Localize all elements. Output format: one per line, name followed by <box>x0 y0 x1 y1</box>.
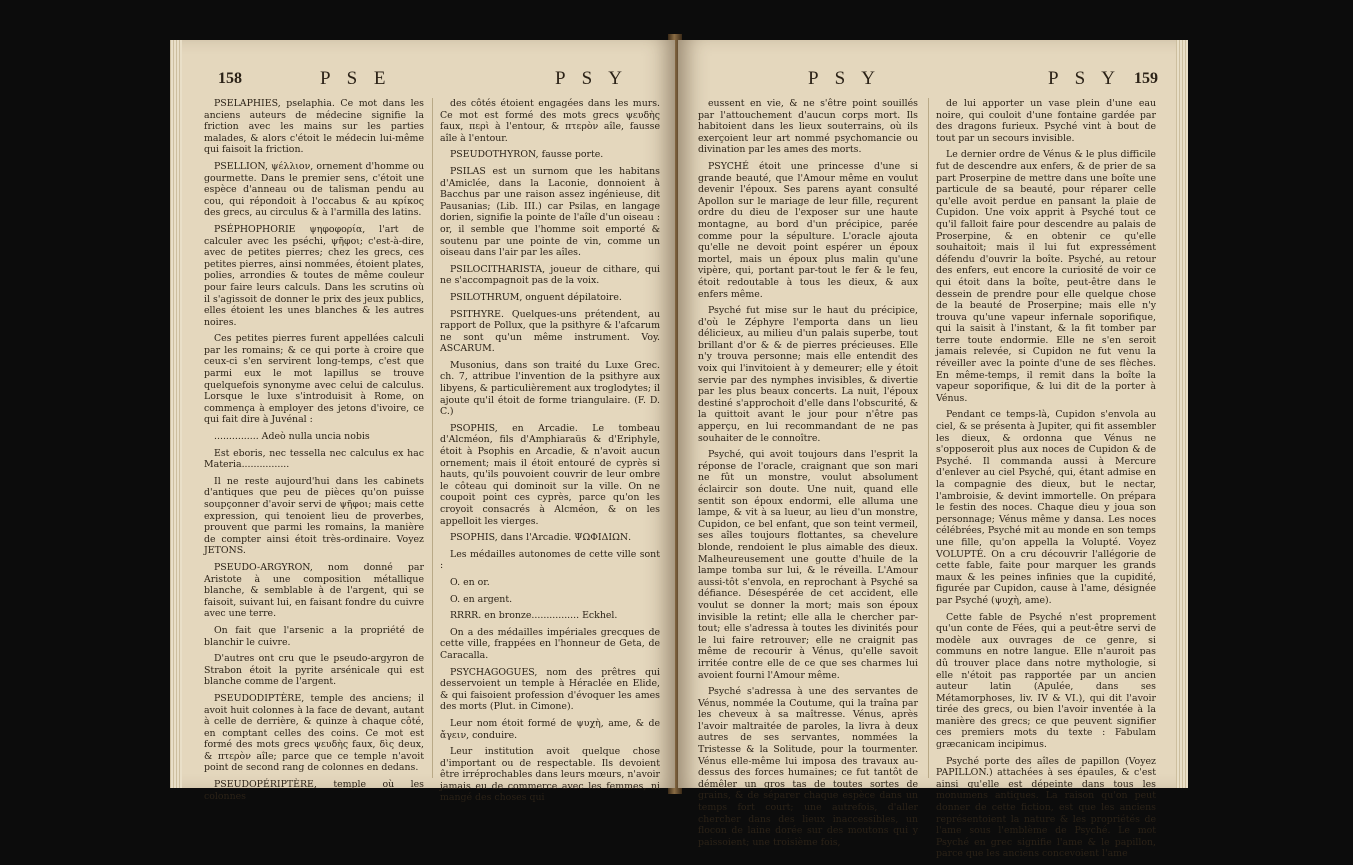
page-edge <box>170 40 182 788</box>
paragraph: de lui apporter un vase plein d'une eau noire, qui couloit d'une fontaine gardée par des dragons furieux. Psyché vint à bout de tout par un secours invisible. <box>936 98 1156 144</box>
running-head: P S Y <box>808 68 881 89</box>
paragraph: des côtés étoient engagées dans les murs. Ce mot est formé des mots grecs ψευδὴς faux, περὶ à l'entour, & πτερὸν aîle, fausse aîle à l'entour. <box>440 98 660 144</box>
paragraph: D'autres ont cru que le pseudo-argyron de Strabon étoit la pyrite arsénicale qui est blanche comme de l'argent. <box>204 653 424 688</box>
paragraph: O. en argent. <box>450 593 513 605</box>
left-page-header <box>210 68 645 94</box>
paragraph: PSÉPHOPHORIE ψηφοφορία, l'art de calculer avec les pséchi, ψῆφοι; c'est-à-dire, avec de petites pierres; chez les grecs, ces petites pierres, ainsi nommées, étoient plates, polies, arrondies & toutes de même couleur pour faire leurs calculs. Dans les scrutins où il s'agissoit de donner le prix des jeux publics, elles étoient les unes blanches & les autres noires. <box>204 223 424 328</box>
paragraph: PSILOCITHARISTA, joueur de cithare, qui ne s'accompagnoit pas de la voix. <box>440 263 660 287</box>
paragraph: PSELAPHIES, pselaphia. Ce mot dans les anciens auteurs de médecine signifie la friction avec les mains sur les parties malades, & alors c'étoit le médecin lui-même qui faisoit la friction. <box>204 98 424 156</box>
paragraph: Psyché fut mise sur le haut du précipice, d'où le Zéphyre l'emporta dans un lieu délicieux, au milieu d'un palais superbe, tout brillant d'or & & de pierres précieuses. Elle n'y trouva personne; mais elle entendit des voix qui l'invitoient à y demeurer; elle y étoit servie par des nymphes invisibles, & divertie par les plus beaux concerts. La nuit, l'époux destiné s'approchoit d'elle dans l'obscurité, & la quittoit avant le jour pour n'être pas apperçu, en lui recommandant de ne pas souhaiter de le connoître. <box>698 305 918 444</box>
right-column-2 <box>936 98 1156 865</box>
left-page <box>170 40 675 804</box>
paragraph: Psyché, qui avoit toujours dans l'esprit la réponse de l'oracle, craignant que son mari ne fût un monstre, voulut absolument éclaircir son doute. Une nuit, quand elle sentit son époux endormi, elle alluma une lampe, & vit à sa lueur, au lieu d'un monstre, Cupidon, ce bel enfant, que son teint vermeil, ses aîles toujours flottantes, sa chevelure blonde, rendoient le plus aimable des dieux. Malheureusement une goutte d'huile de la lampe tomba sur lui, & le réveilla. L'Amour aussi-tôt s'envola, en reprochant à Psyché sa défiance. Désespérée de cet accident, elle voulut se donner la mort; mais son époux invisible la retint; elle alla le chercher par-tout; elle s'adressa à toutes les divinités pour le lui faire retrouver; elle ne craignit pas même de recourir à Vénus, qu'elle savoit irritée contre elle de ce que ses charmes lui avoient fourni l'Amour même. <box>698 449 918 681</box>
paragraph: PSYCHAGOGUES, nom des prêtres qui desservoient un temple à Héraclée en Elide, & qui faisoient profession d'évoquer les ames des morts (Plut. in Cimone). <box>440 666 660 713</box>
right-page <box>678 40 1188 860</box>
paragraph: Musonius, dans son traité du Luxe Grec. ch. 7, attribue l'invention de la psithyre aux libyens, & particulièrement aux troglodytes; il ajoute qu'il étoit de forme triangulaire. (F. D. C.) <box>440 359 660 418</box>
paragraph: Psyché porte des aîles de papillon (Voyez PAPILLON.) attachées à ses épaules, & c'est ainsi qu'elle est dépeinte dans tous les monumens antiques. La raison qu'on peut donner de cette fiction, est que les anciens représentoient la nature & les propriétés de l'ame sous l'emblème de Psyché. Le mot Psyché en grec signifie l'ame & le papillon, parce que les anciens concevoient l'ame <box>936 755 1156 860</box>
paragraph: PSITHYRE. Quelques-uns prétendent, au rapport de Pollux, que la psithyre & l'afcarum ne sont qu'un même instrument. Voy. ASCARUM. <box>440 308 660 355</box>
running-head: P S E <box>320 68 392 89</box>
right-page-header <box>718 68 1158 94</box>
column-divider <box>432 98 433 778</box>
paragraph: Cette fable de Psyché n'est proprement qu'un conte de Fées, qui a peut-être servi de modèle aux ouvrages de ce genre, si communs en notre langue. Elle n'auroit pas dû trouver place dans notre mythologie, si elle n'étoit pas rapportée par un ancien auteur latin (Apulée, dans ses Métamorphoses, liv. IV & VI.), qui dit l'avoir tirée des grecs, ou bien l'avoir inventée à la manière des grecs; ce que peuvent signifier ces premiers mots du texte : Fabulam græcanicam incipimus. <box>936 611 1156 751</box>
paragraph: Est eboris, nec tessella nec calculus ex hac Materia................ <box>204 447 424 471</box>
paragraph: PSOPHIS, dans l'Arcadie. ΨΩΦΙΔΙΩΝ. <box>450 532 632 544</box>
paragraph: PSEUDOPÉRIPTÈRE, temple où les colonnes <box>204 779 424 802</box>
paragraph: ............... Adeò nulla uncia nobis <box>214 431 370 443</box>
running-head: P S Y <box>1048 68 1121 89</box>
paragraph: PSEUDOTHYRON, fausse porte. <box>450 149 604 161</box>
paragraph: Leur institution avoit quelque chose d'important ou de respectable. Ils devoient être irréprochables dans leurs mœurs, n'avoir jamais eu de commerce avec les femmes, ni mangé des choses qui <box>440 746 660 804</box>
paragraph: On a des médailles impériales grecques de cette ville, frappées en l'honneur de Geta, de Caracalla. <box>440 626 660 661</box>
paragraph: PSEUDO-ARGYRON, nom donné par Aristote à une composition métallique blanche, & semblable à de l'argent, qui se faisoit, suivant lui, en faisant fondre du cuivre avec une terre. <box>204 561 424 620</box>
paragraph: PSELLION, ψέλλιον, ornement d'homme ou gourmette. Dans le premier sens, c'étoit une espèce d'anneau ou de talisman pendu au cou, qui répondoit à l'occabus & au κρίκος des grecs, au circulus & à l'armilla des latins. <box>204 160 424 219</box>
paragraph: PSYCHÉ étoit une princesse d'une si grande beauté, que l'Amour même en voulut devenir l'époux. Ses parens ayant consulté Apollon sur le mariage de leur fille, reçurent ordre du dieu de l'exposer sur une haute montagne, au bord d'un précipice, parée comme pour la sépulture. L'oracle ajouta qu'elle ne devoit point espérer un époux mortel, mais un époux plus malin qu'une vipère, qui, portant par-tout le fer & le feu, étoit redoutable à tous les dieux, & aux enfers même. <box>698 160 918 300</box>
paragraph: RRRR. en bronze................ Eckhel. <box>450 610 618 622</box>
paragraph: Le dernier ordre de Vénus & le plus difficile fut de descendre aux enfers, & de prier de sa part Proserpine de mettre dans une boîte une particule de sa beauté, pour réparer celle qu'elle avoit perdue en pansant la plaie de Cupidon. Une voix apprit à Psyché tout ce qu'il falloit faire pour descendre au palais de Proserpine, & en obtenir ce qu'elle souhaitoit; mais il lui fut expressément défendu d'ouvrir la boîte. Psyché, au retour des enfers, eut encore la curiosité de voir ce qui étoit dans la boîte, peut-être dans le dessein de prendre pour elle quelque chose de la beauté de Proserpine; mais elle n'y trouva qu'une vapeur infernale soporifique, qui la saisit à l'instant, & la fit tomber par terre toute endormie. Elle ne s'en seroit jamais relevée, si Cupidon ne fut venu la réveiller avec la pointe d'une de ses flèches. En même-temps, il remit dans la boîte la vapeur soporifique, & lui dit de la porter à Vénus. <box>936 149 1156 404</box>
running-head: P S Y <box>555 68 628 89</box>
right-column-1 <box>698 98 918 853</box>
paragraph: Leur nom étoit formé de ψυχὴ, ame, & de ἄγειν, conduire. <box>440 717 660 741</box>
paragraph: eussent en vie, & ne s'être point souillés par l'attouchement d'aucun corps mort. Ils habitoient dans les lieux souterrains, où ils exerçoient leur art nommé psychomancie ou divination par les ames des morts. <box>698 98 918 156</box>
paragraph: On fait que l'arsenic a la propriété de blanchir le cuivre. <box>204 624 424 648</box>
paragraph: PSOPHIS, en Arcadie. Le tombeau d'Alcméon, fils d'Amphiaraüs & d'Eriphyle, étoit à Psophis en Arcadie, & n'avoit aucun ornement; mais il étoit entouré de cyprès si hauts, qu'ils pouvoient couvrir de leur ombre le côteau qui dominoit sur la ville. On ne coupoit point ces cyprès, parce qu'on les croyoit consacrés à Alcméon, & on les appelloit les vierges. <box>440 422 660 527</box>
paragraph: Ces petites pierres furent appellées calculi par les romains; & ce qui porte à croire que ceux-ci s'en servirent long-temps, c'est que parmi eux le mot lapillus se trouve quelquefois synonyme avec celui de calculus. Lorsque le luxe s'introduisit à Rome, on commença à employer des jetons d'ivoire, ce qui fait dire à Juvénal : <box>204 333 424 426</box>
open-book <box>150 22 1208 860</box>
paragraph: PSEUDODIPTÈRE, temple des anciens; il avoit huit colonnes à la face de devant, autant à celle de derrière, & quinze à chaque côté, en comptant celles des coins. Ce mot est formé des mots grecs ψευδὴς faux, δὶς deux, & πτερὸν aîle; parce que ce temple n'avoit point de second rang de colonnes en dedans. <box>204 692 424 774</box>
page-edge <box>1176 40 1188 788</box>
column-divider <box>928 98 929 778</box>
paragraph: Il ne reste aujourd'hui dans les cabinets d'antiques que peu de pièces qu'on puisse soupçonner d'avoir servi de ψῆφοι; mais cette expression, qui tenoient lieu de proverbes, prouvent que parmi les romains, la manière de compter ainsi étoit très-ordinaire. Voyez JETONS. <box>204 475 424 557</box>
page-number: 159 <box>1134 70 1158 87</box>
paragraph: Les médailles autonomes de cette ville sont : <box>440 548 660 572</box>
page-number: 158 <box>218 70 242 87</box>
left-column-2 <box>440 98 660 809</box>
paragraph: PSILOTHRUM, onguent dépilatoire. <box>450 291 622 303</box>
paragraph: O. en or. <box>450 576 490 588</box>
left-column-1 <box>204 98 424 807</box>
paragraph: PSILAS est un surnom que les habitans d'Amiclée, dans la Laconie, donnoient à Bacchus par une raison assez ingénieuse, dit Pausanias; (Lib. III.) car Psilas, en langage dorien, signifie la pointe de l'aîle d'un oiseau : or, il semble que l'homme soit emporté & soutenu par une pointe de vin, comme un oiseau dans l'air par les aîles. <box>440 165 660 259</box>
paragraph: Pendant ce temps-là, Cupidon s'envola au ciel, & se présenta à Jupiter, qui fit assembler les dieux, & ordonna que Vénus ne s'opposeroit plus aux noces de Cupidon & de Psyché. Il commanda aussi à Mercure d'enlever au ciel Psyché, qui, étant admise en la compagnie des dieux, but le nectar, l'ambroisie, & devint immortelle. On prépara le festin des noces. Chaque dieu y joua son personnage; Vénus même y dansa. Les noces célébrées, Psyché mit au monde en son temps une fille, qu'on appella la Volupté. Voyez VOLUPTÉ. On a cru découvrir l'allégorie de cette fable, faite pour marquer les grands maux & les peines infinies que la cupidité, figurée par Cupidon, cause à l'ame, désignée par Psyché (ψυχὴ, ame). <box>936 409 1156 606</box>
paragraph: Psyché s'adressa à une des servantes de Vénus, nommée la Coutume, qui la traîna par les cheveux à sa maîtresse. Vénus, après l'avoir maltraitée de paroles, la livra à deux autres de ses servantes, nommées la Tristesse & la Solitude, pour la tourmenter. Vénus elle-même lui imposa des travaux au-dessus des forces humaines; ce fut tantôt de démêler un gros tas de toutes sortes de grains, & de séparer chaque espèce dans un temps fort court; une autrefois, d'aller chercher dans des lieux inaccessibles, un flocon de laine dorée sur des moutons qui y paissoient; une troisième fois, <box>698 686 918 848</box>
